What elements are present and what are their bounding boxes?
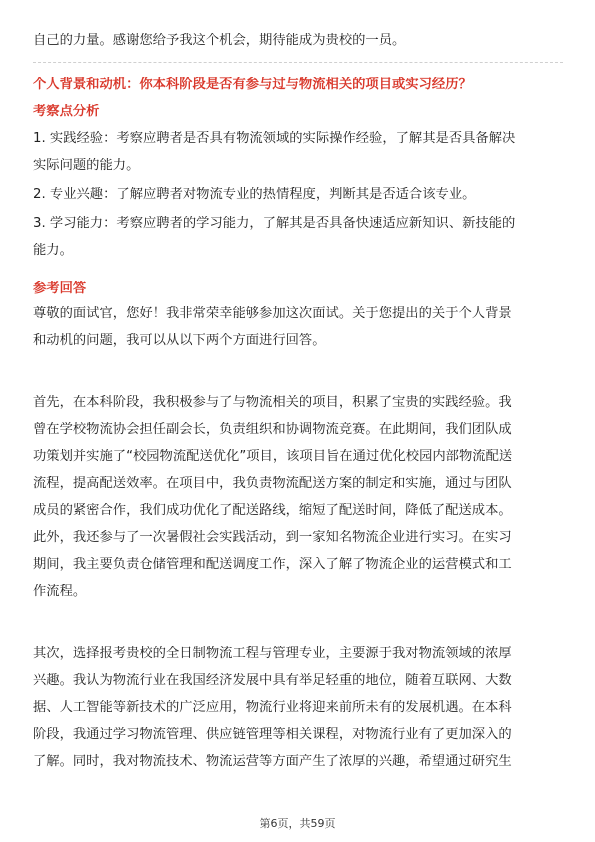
answer-line: 成员的紧密合作，我们成功优化了配送路线，缩短了配送时间，降低了配送成本。 [33,503,512,518]
intro-line: 自己的力量。感谢您给予我这个机会，期待能成为贵校的一员。 [33,33,406,48]
answer-line: 期间，我主要负责仓储管理和配送调度工作，深入了解了物流企业的运营模式和工 [33,557,512,572]
answer-line: 据、人工智能等新技术的广泛应用，物流行业将迎来前所未有的发展机遇。在本科 [33,700,512,715]
analysis-line: 3. 学习能力：考察应聘者的学习能力，了解其是否具备快速适应新知识、新技能的 [33,216,516,231]
analysis-line: 2. 专业兴趣：了解应聘者对物流专业的热情程度，判断其是否适合该专业。 [33,187,476,202]
answer-line: 兴趣。我认为物流行业在我国经济发展中具有举足轻重的地位，随着互联网、大数 [33,673,512,688]
answer-line: 和动机的问题，我可以从以下两个方面进行回答。 [33,333,326,348]
answer-line: 此外，我还参与了一次暑假社会实践活动，到一家知名物流企业进行实习。在实习 [33,530,512,545]
analysis-line: 实际问题的能力。 [33,158,140,173]
answer-line: 阶段，我通过学习物流管理、供应链管理等相关课程，对物流行业有了更加深入的 [33,727,512,742]
section-divider [33,62,563,63]
page-number: 第6页，共59页 [259,817,336,830]
answer-line: 首先，在本科阶段，我积极参与了与物流相关的项目，积累了宝贵的实践经验。我 [33,395,512,410]
analysis-heading: 考察点分析 [33,104,100,119]
answer-line: 了解。同时，我对物流技术、物流运营等方面产生了浓厚的兴趣，希望通过研究生 [33,754,512,769]
analysis-line: 1. 实践经验：考察应聘者是否具有物流领域的实际操作经验，了解其是否具备解决 [33,131,516,146]
answer-line: 曾在学校物流协会担任副会长，负责组织和协调物流竞赛。在此期间，我们团队成 [33,422,512,437]
answer-line: 其次，选择报考贵校的全日制物流工程与管理专业，主要源于我对物流领域的浓厚 [33,646,512,661]
analysis-line: 能力。 [33,243,73,258]
answer-line: 功策划并实施了“校园物流配送优化”项目，该项目旨在通过优化校园内部物流配送 [33,449,513,464]
answer-line: 尊敬的面试官，您好！我非常荣幸能够参加这次面试。关于您提出的关于个人背景 [33,306,512,321]
answer-line: 作流程。 [33,584,87,599]
answer-heading: 参考回答 [33,281,87,296]
answer-line: 流程，提高配送效率。在项目中，我负责物流配送方案的制定和实施，通过与团队 [33,476,512,491]
question-title: 个人背景和动机：你本科阶段是否有参与过与物流相关的项目或实习经历？ [33,77,472,92]
